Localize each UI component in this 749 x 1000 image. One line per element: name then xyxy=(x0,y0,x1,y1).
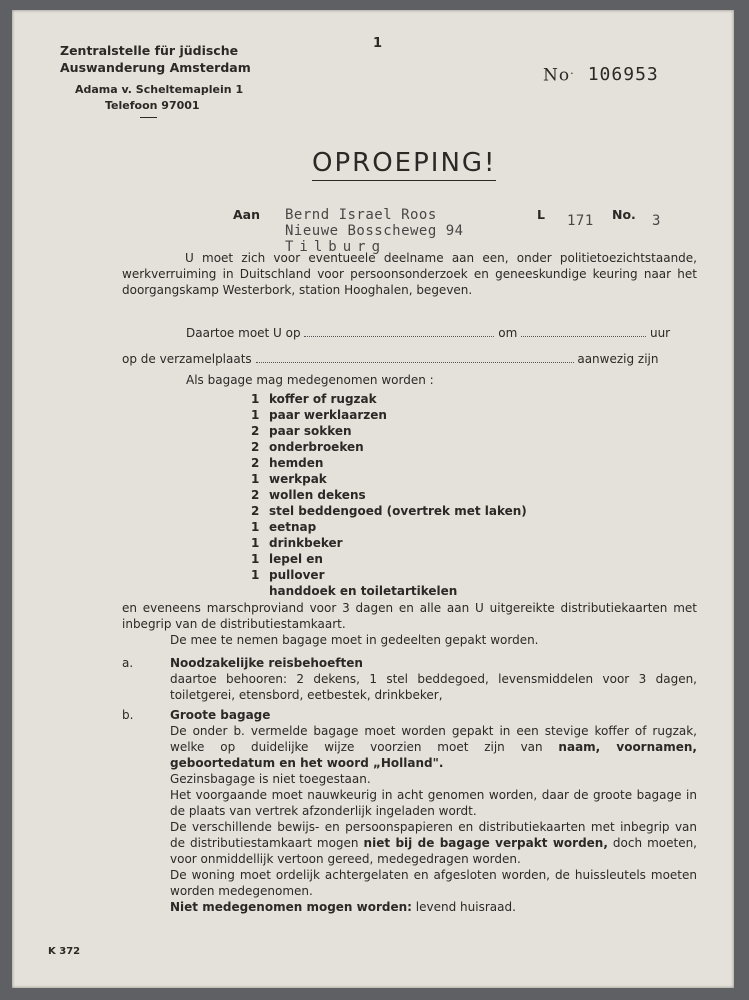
baggage-label: onderbroeken xyxy=(269,440,364,454)
form-code: K 372 xyxy=(48,946,81,957)
section-b-p3: Het voorgaande moet nauwkeurig in acht genomen worden, daar de groote bagage in de plaats van vertrek afzonderlijk ingeladen wordt. xyxy=(170,788,697,818)
addressee-city: Tilburg xyxy=(285,239,387,255)
baggage-label: drinkbeker xyxy=(269,536,343,550)
baggage-item xyxy=(251,408,527,424)
section-b-heading: Groote bagage xyxy=(170,708,271,722)
date-blank xyxy=(304,326,494,337)
addressee-block xyxy=(285,207,464,255)
baggage-list xyxy=(251,392,527,600)
no-label: No. xyxy=(612,207,636,222)
appointment-line-1 xyxy=(186,325,696,341)
no-value: 3 xyxy=(652,213,661,229)
baggage-qty: 1 xyxy=(251,408,260,422)
page-title: OPROEPING! xyxy=(312,148,496,181)
baggage-item xyxy=(251,584,527,600)
section-b-p1 xyxy=(170,723,697,771)
baggage-item xyxy=(251,472,527,488)
baggage-qty: 1 xyxy=(251,392,260,406)
baggage-qty: 1 xyxy=(251,568,260,582)
baggage-qty: 2 xyxy=(251,488,260,502)
baggage-item xyxy=(251,424,527,440)
page-number: 1 xyxy=(373,36,383,51)
p6-text: levend huisraad. xyxy=(411,900,516,914)
section-a-letter: a. xyxy=(122,656,134,670)
appointment-hour-label: uur xyxy=(649,326,671,340)
baggage-item xyxy=(251,520,527,536)
baggage-qty: 1 xyxy=(251,536,260,550)
section-b-p6 xyxy=(170,899,697,915)
assembly-place-label: op de verzamelplaats xyxy=(122,352,252,366)
section-b-letter: b. xyxy=(122,708,134,722)
provisions-paragraph: en eveneens marschproviand voor 3 dagen en alle aan U uitgereikte distributiekaarten met inbegrip van de distributiestamkaart. xyxy=(122,601,697,631)
baggage-item xyxy=(251,392,527,408)
to-label: Aan xyxy=(233,207,261,222)
baggage-label: wollen dekens xyxy=(269,488,366,502)
intro-paragraph: U moet zich voor eventueele deelname aan een, onder politietoezichtstaande, werkverruiming in Duitschland voor persoonsonderzoek en geneeskundige keuring naar het doorgangskamp Westerbork, station Hooghalen, begeven. xyxy=(122,251,697,297)
address-line: Adama v. Scheltemaplein 1 xyxy=(75,83,244,96)
header-underline xyxy=(140,117,157,118)
p4-bold: niet bij de bagage verpakt worden, xyxy=(363,836,608,850)
time-blank xyxy=(521,326,646,337)
baggage-qty: 2 xyxy=(251,456,260,470)
addressee-street: Nieuwe Bosscheweg 94 xyxy=(285,223,464,239)
p4-text: De verschillende bewijs- en persoonspapieren en distributiekaarten met inbegrip van de distributiestamkaart mogen xyxy=(170,820,697,850)
l-label: L xyxy=(537,207,545,222)
number-value: 106953 xyxy=(587,64,659,86)
l-value: 171 xyxy=(567,213,594,229)
org-line-2: Auswanderung Amsterdam xyxy=(60,60,251,75)
baggage-item xyxy=(251,536,527,552)
baggage-item xyxy=(251,504,527,520)
baggage-label: eetnap xyxy=(269,520,317,534)
section-b-text xyxy=(170,723,697,915)
baggage-label: koffer of rugzak xyxy=(269,392,377,406)
addressee-name: Bernd Israel Roos xyxy=(285,207,437,223)
p4-text-end: doch moeten, voor onmiddellijk vertoon gereed, medegedragen worden. xyxy=(170,836,697,866)
baggage-label: stel beddengoed (overtrek met laken) xyxy=(269,504,527,518)
appointment-line-2 xyxy=(122,351,697,367)
org-address xyxy=(75,82,243,114)
place-blank xyxy=(256,352,574,363)
phone-line: Telefoon 97001 xyxy=(105,99,200,112)
org-name xyxy=(60,42,251,76)
document-number: No. 106953 xyxy=(543,64,659,86)
p1-text: De onder b. vermelde bagage moet worden gepakt in een stevige koffer of rugzak, welke op duidelijke wijze voorzien moet zijn van xyxy=(170,724,697,754)
baggage-qty: 1 xyxy=(251,520,260,534)
section-b-p4 xyxy=(170,819,697,867)
baggage-label: pullover xyxy=(269,568,325,582)
presence-label: aanwezig zijn xyxy=(577,352,659,366)
baggage-qty: 2 xyxy=(251,424,260,438)
number-label: No xyxy=(543,65,571,86)
section-a-heading: Noodzakelijke reisbehoeften xyxy=(170,656,363,670)
p6-bold: Niet medegenomen mogen worden: xyxy=(170,900,412,914)
baggage-label: handdoek en toiletartikelen xyxy=(269,584,458,598)
baggage-item xyxy=(251,488,527,504)
section-a-text: daartoe behooren: 2 dekens, 1 stel beddegoed, levensmiddelen voor 3 dagen, toiletgerei, etensbord, eetbestek, drinkbeker, xyxy=(170,672,697,702)
baggage-item xyxy=(251,568,527,584)
packing-note: De mee te nemen bagage moet in gedeelten gepakt worden. xyxy=(170,633,539,647)
baggage-item xyxy=(251,552,527,568)
org-line-1: Zentralstelle für jüdische xyxy=(60,43,239,58)
baggage-qty: 2 xyxy=(251,440,260,454)
section-b-p2: Gezinsbagage is niet toegestaan. xyxy=(170,772,371,786)
baggage-item xyxy=(251,456,527,472)
p1-bold: naam, voornamen, geboortedatum en het woord „Holland". xyxy=(170,740,697,770)
baggage-label: lepel en xyxy=(269,552,323,566)
baggage-qty: 1 xyxy=(251,472,260,486)
baggage-intro: Als bagage mag medegenomen worden : xyxy=(186,373,434,387)
appointment-date-label: Daartoe moet U op xyxy=(186,326,301,340)
baggage-label: hemden xyxy=(269,456,324,470)
baggage-label: paar werklaarzen xyxy=(269,408,387,422)
baggage-label: paar sokken xyxy=(269,424,352,438)
baggage-item xyxy=(251,440,527,456)
baggage-label: werkpak xyxy=(269,472,327,486)
baggage-qty: 2 xyxy=(251,504,260,518)
section-b-p5: De woning moet ordelijk achtergelaten en afgesloten worden, de huissleutels moeten worden medegenomen. xyxy=(170,868,697,898)
title-block xyxy=(312,148,496,178)
baggage-qty: 1 xyxy=(251,552,260,566)
document-page xyxy=(12,10,734,988)
appointment-time-label: om xyxy=(498,326,518,340)
